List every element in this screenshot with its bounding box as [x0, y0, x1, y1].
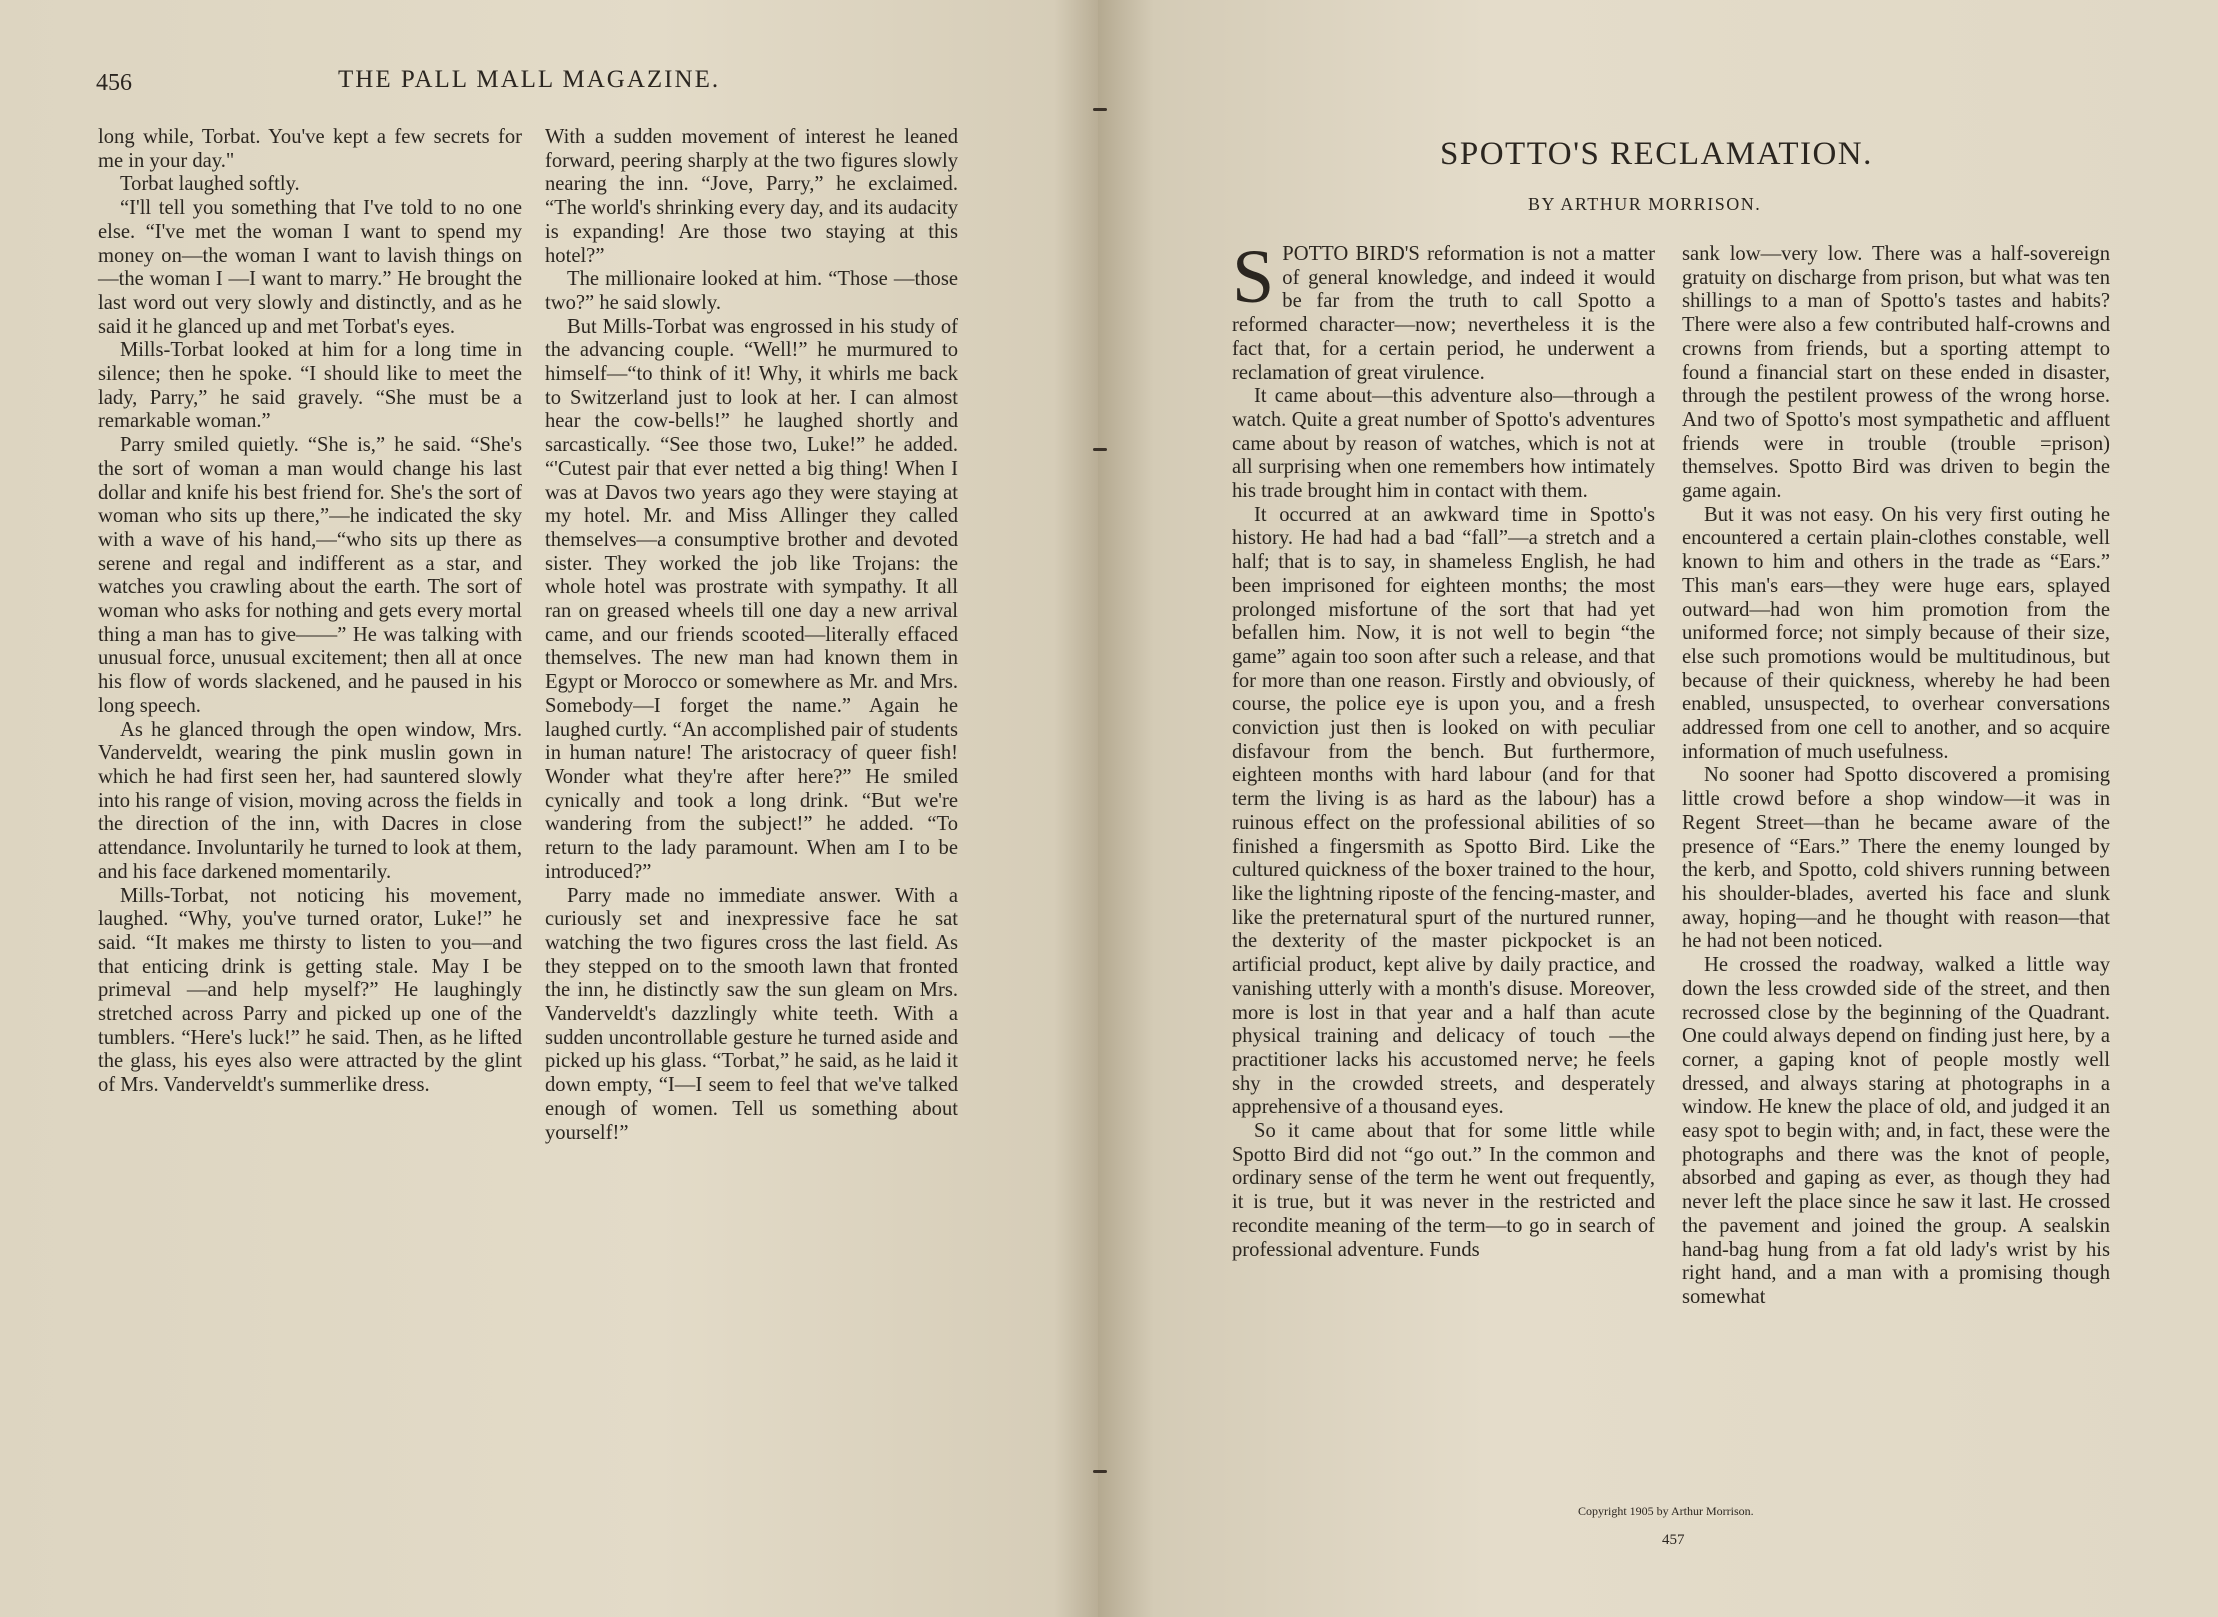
- paragraph: sank low—very low. There was a half-sovereign gratuity on discharge from prison, but what was ten shillings to a man of Spotto's tastes and habits? There were also a few contributed half-crowns and crowns from friends, but a sporting attempt to found a financial start on these ended in disaster, through the pestilent prowess of the wrong horse. And two of Spotto's most sympathetic and affluent friends were in trouble (trouble =prison) themselves. Spotto Bird was driven to begin the game again.: [1682, 243, 2110, 503]
- paragraph: No sooner had Spotto discovered a promising little crowd before a shop window—it was in Regent Street—than he became aware of the presence of “Ears.” There the enemy lounged by the kerb, and Spotto, cold shivers running between his shoulder-blades, averted his face and slunk away, hoping—and he thought with reason—that he had not been noticed.: [1682, 764, 2110, 953]
- byline: BY ARTHUR MORRISON.: [1528, 194, 1762, 214]
- paragraph: It occurred at an awkward time in Spotto's history. He had had a bad “fall”—a stretch and a half; that is to say, in shameless English, he had been imprisoned for eighteen months; the most prolonged misfortune of the sort that had yet befallen him. Now, it is not well to begin “the game” again too soon after such a release, and that for more than one reason. Firstly and obviously, of course, the police eye is upon you, and a fresh conviction just then is looked on with peculiar disfavour from the bench. But furthermore, eighteen months with hard labour (and for that term the living is as hard as the labour) has a ruinous effect on the professional abilities of so finished a fingersmith as Spotto Bird. Like the cultured quickness of the boxer trained to the hour, like the lightning riposte of the fencing-master, and like the preternatural spurt of the nurtured runner, the dexterity of the master pickpocket is an artificial product, kept alive by daily practice, and vanishing utterly with a month's disuse. Moreover, more is lost in that year and a half than acute physical training and delicacy of touch —the practitioner lacks his accustomed nerve; he feels shy in the crowded streets, and desperately apprehensive of a thousand eyes.: [1232, 503, 1655, 1119]
- paragraph: Mills-Torbat looked at him for a long time in silence; then he spoke. “I should like to meet the lady, Parry,” he said gravely. “She must be a remarkable woman.”: [98, 339, 522, 433]
- binding-gutter: [1085, 0, 1115, 1617]
- paragraph: So it came about that for some little while Spotto Bird did not “go out.” In the common and ordinary sense of the term he went out frequently, it is true, but it was never in the restricted and recondite meaning of the term—to go in search of professional adventure. Funds: [1232, 1120, 1655, 1261]
- left-page-column-1: [98, 126, 522, 1098]
- left-page: [0, 0, 1098, 1617]
- page-number-left: 456: [96, 70, 132, 96]
- paragraph: With a sudden movement of interest he leaned forward, peering sharply at the two figures slowly nearing the inn. “Jove, Parry,” he exclaimed. “The world's shrinking every day, and its audacity is expanding! Are those two staying at this hotel?”: [545, 126, 958, 267]
- binding-stitch: [1093, 108, 1107, 111]
- paragraph: Torbat laughed softly.: [120, 173, 300, 196]
- magazine-title: THE PALL MALL MAGAZINE.: [338, 66, 721, 93]
- binding-stitch: [1093, 1470, 1107, 1473]
- paragraph: long while, Torbat. You've kept a few secrets for me in your day.": [98, 126, 522, 172]
- paragraph: It came about—this adventure also—through a watch. Quite a great number of Spotto's adventures came about by reason of watches, which is not at all surprising when one remembers how intimately his trade brought him in contact with them.: [1232, 385, 1655, 503]
- paragraph: He crossed the roadway, walked a little way down the less crowded side of the street, and then recrossed close by the beginning of the Quadrant. One could always depend on finding just here, by a corner, a gaping knot of people mostly well dressed, and always staring at photographs in a window. He knew the place of old, and judged it an easy spot to begin with; and, in fact, these were the photographs and there was the knot of people, absorbed and gaping as ever, as though they had never left the place since he saw it last. He crossed the pavement and joined the group. A sealskin hand-bag hung from a fat old lady's wrist by his right hand, and a man with a promising though somewhat: [1682, 954, 2110, 1308]
- copyright-notice: Copyright 1905 by Arthur Morrison.: [1578, 1504, 1754, 1518]
- paragraph: Parry smiled quietly. “She is,” he said. “She's the sort of woman a man would change his last dollar and knife his best friend for. She's the sort of woman who sits up there,”—he indicated the sky with a wave of his hand,—“who sits up there as serene and regal and indifferent as a star, and watches you crawling about the earth. The sort of woman who asks for nothing and gets every mortal thing a man has to give——” He was talking with unusual force, unusual excitement; then all at once his flow of words slackened, and he paused in his long speech.: [98, 434, 522, 717]
- paragraph: As he glanced through the open window, Mrs. Vanderveldt, wearing the pink muslin gown in which he had first seen her, had sauntered slowly into his range of vision, moving across the fields in the direction of the inn, with Dacres in close attendance. Involuntarily he turned to look at them, and his face darkened momentarily.: [98, 718, 522, 883]
- opening-text: POTTO BIRD'S reformation is not a matter of general knowledge, and indeed it would be far from the truth to call Spotto a reformed character—now; nevertheless it is the fact that, for a certain period, he underwent a reclamation of great virulence.: [1232, 243, 1655, 384]
- paragraph: “I'll tell you something that I've told to no one else. “I've met the woman I want to spend my money on—the woman I want to lavish things on—the woman I —I want to marry.” He brought the last word out very slowly and distinctly, and as he said it he glanced up and met Torbat's eyes.: [98, 197, 522, 338]
- drop-cap: S: [1232, 235, 1275, 319]
- left-page-column-2: [545, 126, 958, 1145]
- paragraph: But it was not easy. On his very first outing he encountered a certain plain-clothes constable, well known to him and others in the trade as “Ears.” This man's ears—they were huge ears, splayed outward—had won him promotion from the uniformed force; not simply because of their size, else such promotions would be multitudinous, but because of their quickness, whereby he had been enabled, unsuspected, to overhear conversations addressed from one cell to another, and so acquire information of much usefulness.: [1682, 503, 2110, 763]
- paragraph: Mills-Torbat, not noticing his movement, laughed. “Why, you've turned orator, Luke!” he said. “It makes me thirsty to listen to you—and that enticing drink is getting stale. May I be primeval —and help myself?” He laughingly stretched across Parry and picked up one of the tumblers. “Here's luck!” he said. Then, as he lifted the glass, his eyes also were attracted by the glint of Mrs. Vanderveldt's summerlike dress.: [98, 884, 522, 1097]
- opening-paragraph: [1232, 235, 1655, 385]
- running-head: [96, 66, 1046, 100]
- paragraph: Parry made no immediate answer. With a curiously set and inexpressive face he sat watching the two figures cross the last field. As they stepped on to the smooth lawn that fronted the inn, he distinctly saw the sun gleam on Mrs. Vanderveldt's dazzlingly white teeth. With a sudden uncontrollable gesture he turned aside and picked up his glass. “Torbat,” he said, as he laid it down empty, “I—I seem to feel that we've talked enough of women. Tell us something about yourself!”: [545, 884, 958, 1144]
- right-page-column-1: [1232, 235, 1655, 1262]
- paragraph: The millionaire looked at him. “Those —those two?” he said slowly.: [545, 268, 958, 314]
- story-title: SPOTTO'S RECLAMATION.: [1440, 136, 1873, 172]
- binding-stitch: [1093, 448, 1107, 451]
- page-number-right: 457: [1662, 1532, 1685, 1548]
- right-page-column-2: [1682, 243, 2110, 1310]
- paragraph: But Mills-Torbat was engrossed in his study of the advancing couple. “Well!” he murmured to himself—“to think of it! Why, it whirls me back to Switzerland just to look at her. I can almost hear the cow-bells!” he laughed shortly and sarcastically. “See those two, Luke!” he added. “'Cutest pair that ever netted a big thing! When I was at Davos two years ago they were staying at my hotel. Mr. and Miss Allinger they called themselves—a consumptive brother and devoted sister. They worked the job like Trojans: the whole hotel was prostrate with sympathy. It all ran on greased wheels till one day a new arrival came, and our friends scooted—literally effaced themselves. The new man had known them in Egypt or Morocco or somewhere as Mr. and Mrs. Somebody—I forget the name.” Again he laughed curtly. “An accomplished pair of students in human nature! The aristocracy of queer fish! Wonder what they're after here?” He smiled cynically and took a long drink. “But we're wandering from the subject!” he added. “To return to the lady paramount. When am I to be introduced?”: [545, 315, 958, 883]
